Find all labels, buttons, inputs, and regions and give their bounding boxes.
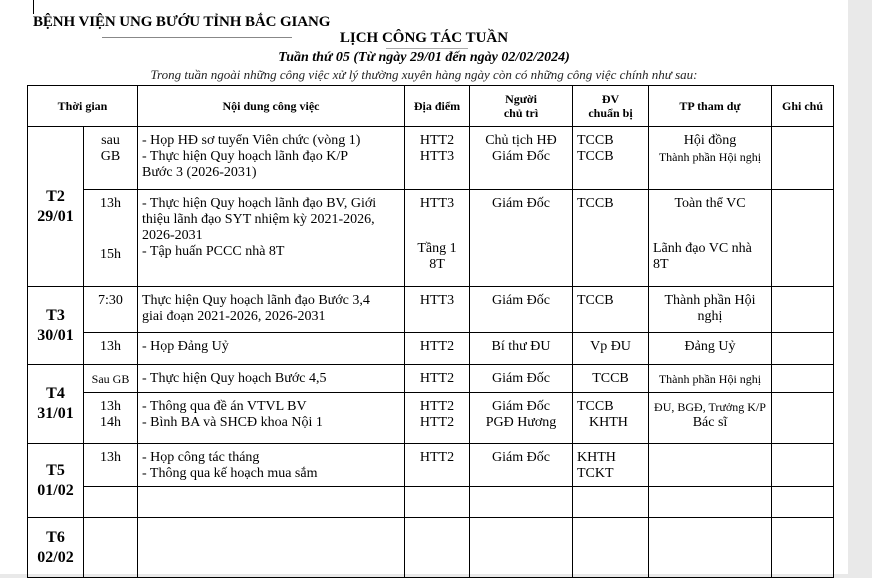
text-cursor xyxy=(33,0,34,14)
time-cell: 13h 14h xyxy=(84,393,138,444)
attend-cell: Thành phần Hội nghị xyxy=(649,287,772,333)
host-cell xyxy=(470,518,573,578)
table-row xyxy=(28,487,834,518)
time-cell xyxy=(84,487,138,518)
prep-cell: KHTH TCKT xyxy=(573,444,649,487)
attend-cell: Thành phần Hội nghị xyxy=(649,365,772,393)
scrollbar-track[interactable] xyxy=(848,0,872,574)
place-cell: HTT2 HTT2 xyxy=(405,393,470,444)
day-cell-t5: T5 01/02 xyxy=(28,444,84,518)
content-cell xyxy=(138,487,405,518)
time-cell xyxy=(84,518,138,578)
col-header-place: Địa điểm xyxy=(405,86,470,127)
host-cell: Giám Đốc xyxy=(470,365,573,393)
place-cell: HTT3 xyxy=(405,287,470,333)
table-row xyxy=(28,393,834,444)
attend-cell: Toàn thể VC Lãnh đạo VC nhà 8T xyxy=(649,190,772,287)
attend-cell xyxy=(649,444,772,487)
host-cell: Giám Đốc xyxy=(470,190,573,287)
table-row xyxy=(28,365,834,393)
note-cell xyxy=(772,127,834,190)
day-cell-t4: T4 31/01 xyxy=(28,365,84,444)
col-header-note: Ghi chú xyxy=(772,86,834,127)
content-cell: - Họp HĐ sơ tuyển Viên chức (vòng 1) - Thực hiện Quy hoạch lãnh đạo K/P Bước 3 (2026-2031) xyxy=(138,127,405,190)
place-cell: HTT2 xyxy=(405,365,470,393)
note-cell xyxy=(772,393,834,444)
prep-cell xyxy=(573,487,649,518)
table-row xyxy=(28,127,834,190)
place-cell: HTT2 xyxy=(405,444,470,487)
host-cell: Chủ tịch HĐ Giám Đốc xyxy=(470,127,573,190)
table-row xyxy=(28,287,834,333)
place-cell xyxy=(405,518,470,578)
content-cell: - Thông qua đề án VTVL BV - Bình BA và SHCĐ khoa Nội 1 xyxy=(138,393,405,444)
intro-note: Trong tuần ngoài những công việc xử lý thường xuyên hàng ngày còn có những công việc chính như sau: xyxy=(150,67,698,82)
content-cell: - Họp công tác tháng - Thông qua kế hoạch mua sắm xyxy=(138,444,405,487)
col-header-prep: ĐV chuẩn bị xyxy=(573,86,649,127)
prep-cell: TCCB xyxy=(573,287,649,333)
place-cell: HTT3 Tầng 1 8T xyxy=(405,190,470,287)
host-cell: Giám Đốc xyxy=(470,444,573,487)
place-cell xyxy=(405,487,470,518)
note-cell xyxy=(772,287,834,333)
attend-cell xyxy=(649,518,772,578)
note-cell xyxy=(772,190,834,287)
time-cell: Sau GB xyxy=(84,365,138,393)
content-cell xyxy=(138,518,405,578)
col-header-time: Thời gian xyxy=(28,86,138,127)
note-cell xyxy=(772,444,834,487)
table-row xyxy=(28,518,834,578)
host-cell: Giám Đốc xyxy=(470,287,573,333)
day-cell-t6: T6 02/02 xyxy=(28,518,84,578)
attend-cell: Hội đồng Thành phần Hội nghị xyxy=(649,127,772,190)
attend-cell xyxy=(649,487,772,518)
title-underline xyxy=(386,48,468,49)
col-header-content: Nội dung công việc xyxy=(138,86,405,127)
place-cell: HTT2 HTT3 xyxy=(405,127,470,190)
prep-cell: Vp ĐU xyxy=(573,333,649,365)
day-cell-t2: T2 29/01 xyxy=(28,127,84,287)
time-cell: 13h xyxy=(84,333,138,365)
schedule-table xyxy=(27,85,834,578)
prep-cell xyxy=(573,518,649,578)
prep-cell: TCCB KHTH xyxy=(573,393,649,444)
table-row xyxy=(28,190,834,287)
host-cell: Bí thư ĐU xyxy=(470,333,573,365)
note-cell xyxy=(772,518,834,578)
attend-cell: Đảng Uỷ xyxy=(649,333,772,365)
host-cell: Giám Đốc PGĐ Hương xyxy=(470,393,573,444)
time-cell: 7:30 xyxy=(84,287,138,333)
day-cell-t3: T3 30/01 xyxy=(28,287,84,365)
time-cell: sau GB xyxy=(84,127,138,190)
prep-cell: TCCB TCCB xyxy=(573,127,649,190)
content-cell: - Họp Đảng Uỷ xyxy=(138,333,405,365)
col-header-host: Người chủ trì xyxy=(470,86,573,127)
place-cell: HTT2 xyxy=(405,333,470,365)
header-row xyxy=(28,86,834,127)
time-cell: 13h xyxy=(84,444,138,487)
time-cell: 13h 15h xyxy=(84,190,138,287)
note-cell xyxy=(772,487,834,518)
table-row xyxy=(28,444,834,487)
week-subtitle: Tuần thứ 05 (Từ ngày 29/01 đến ngày 02/02/2024) xyxy=(278,50,570,65)
col-header-attend: TP tham dự xyxy=(649,86,772,127)
content-cell: - Thực hiện Quy hoạch Bước 4,5 xyxy=(138,365,405,393)
organization-name: BỆNH VIỆN UNG BƯỚU TỈNH BẮC GIANG xyxy=(33,14,331,30)
note-cell xyxy=(772,365,834,393)
content-cell: Thực hiện Quy hoạch lãnh đạo Bước 3,4 giai đoạn 2021-2026, 2026-2031 xyxy=(138,287,405,333)
table-row xyxy=(28,333,834,365)
prep-cell: TCCB xyxy=(573,365,649,393)
attend-cell: ĐU, BGĐ, Trưởng K/P Bác sĩ xyxy=(649,393,772,444)
prep-cell: TCCB xyxy=(573,190,649,287)
host-cell xyxy=(470,487,573,518)
note-cell xyxy=(772,333,834,365)
content-cell: - Thực hiện Quy hoạch lãnh đạo BV, Giới thiệu lãnh đạo SYT nhiệm kỳ 2021-2026, 2026-2031 - Tập huấn PCCC nhà 8T xyxy=(138,190,405,287)
document-title: LỊCH CÔNG TÁC TUẦN xyxy=(339,30,509,46)
